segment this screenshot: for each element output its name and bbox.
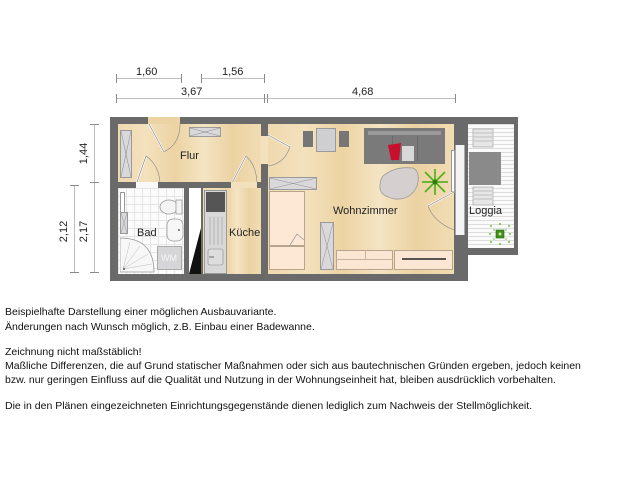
dimension-tick [90,182,99,183]
dimension-tick [181,74,182,83]
dimension-label-3-67: 3,67 [181,86,203,98]
wohnzimmer-door-opening [261,136,268,164]
dimension-tick [70,185,79,186]
dining-table [316,128,336,152]
kueche-door-icon [229,152,259,186]
shoe-cabinet [189,127,221,137]
dimension-label-1-60: 1,60 [136,66,158,78]
dimension-line-1-56 [201,78,264,79]
note-line-6: Die in den Plänen eingezeichneten Einrichtungsgegenstände dienen lediglich zum Nachweis der Stellmöglichkeit. [5,400,533,412]
dimension-tick [90,272,99,273]
note-line-1: Beispielhafte Darstellung einer möglichen Ausbauvariante. [5,306,277,318]
bad-cabinet [120,212,128,234]
sideboard-line [365,250,366,259]
tv-board [394,250,453,270]
bed-pillow-icon [289,232,305,246]
dimension-line-vertical-inner [94,124,95,272]
dimension-line-3-67 [116,98,266,99]
room-label-wohnzimmer: Wohnzimmer [333,205,398,217]
room-label-flur: Flur [180,150,199,162]
dimension-line-vertical-outer [74,185,75,272]
shaft-icon [189,188,201,274]
loggia-table [469,152,501,185]
dimension-line-4-68 [266,98,456,99]
loggia-door-icon [426,192,456,232]
dimension-label-1-44: 1,44 [78,142,91,165]
sofa-seam [417,136,418,161]
tv-icon [402,258,446,260]
washing-machine-label: WM [161,253,177,263]
loggia-chair-bottom-icon [472,186,494,206]
note-line-5: bzw. nur geringen Einfluss auf die Qualität und Nutzung in der Wohnungseinheit hat, bleiben ausdrücklich vorbehalten. [5,374,556,386]
dimension-tick [116,74,117,83]
loggia-plant-icon [488,222,512,246]
dimension-label-2-12: 2,12 [58,220,71,243]
kueche-wall [201,188,203,274]
sink-icon [166,218,184,242]
wardrobe-flur [120,130,132,178]
bed-foot [269,246,305,270]
sofa-cushion-grey [402,146,414,161]
loggia-chair-top-icon [472,128,494,148]
dimension-tick [90,124,99,125]
kueche-door-opening [231,182,257,188]
toilet-icon [159,198,183,216]
dimension-tick [116,94,117,103]
dimension-label-2-17: 2,17 [78,220,91,243]
dimension-label-1-56: 1,56 [222,66,244,78]
sofa-back [368,131,441,135]
bad-door-opening [136,182,158,188]
washing-machine [157,246,182,270]
coffee-table-icon [377,166,421,202]
bad-door-icon [134,152,164,186]
dimension-tick [264,94,265,103]
dimension-tick [264,74,265,83]
window-handle [451,150,455,192]
chair-right [339,131,349,147]
note-line-2: Änderungen nach Wunsch möglich, z.B. Einbau einer Badewanne. [5,321,315,333]
dimension-label-4-68: 4,68 [352,86,374,98]
entrance-opening [148,117,180,124]
shower-icon [120,236,156,274]
dimension-tick [70,272,79,273]
sink-drainboard-icon [206,215,225,271]
wardrobe-wohnzimmer [269,177,317,190]
room-label-kueche: Küche [229,227,261,239]
sofa-cushion-red-icon [387,142,403,164]
room-label-bad: Bad [137,227,157,239]
room-label-loggia: Loggia [469,205,503,217]
dimension-tick [201,74,202,83]
sideboard-line [336,259,393,260]
chair-left [303,131,313,147]
stove-icon [206,192,225,212]
note-line-4: Maßliche Differenzen, die auf Grund statischer Maßnahmen oder sich aus bautechnischen Gründen ergeben, jedoch keinen [5,360,581,372]
dimension-tick [455,94,456,103]
plant-icon [420,168,450,196]
balcony-window [455,145,465,235]
note-line-3: Zeichnung nicht maßstäblich! [5,346,142,358]
shelf-cabinet [320,222,334,270]
dimension-line-1-60 [116,78,181,79]
